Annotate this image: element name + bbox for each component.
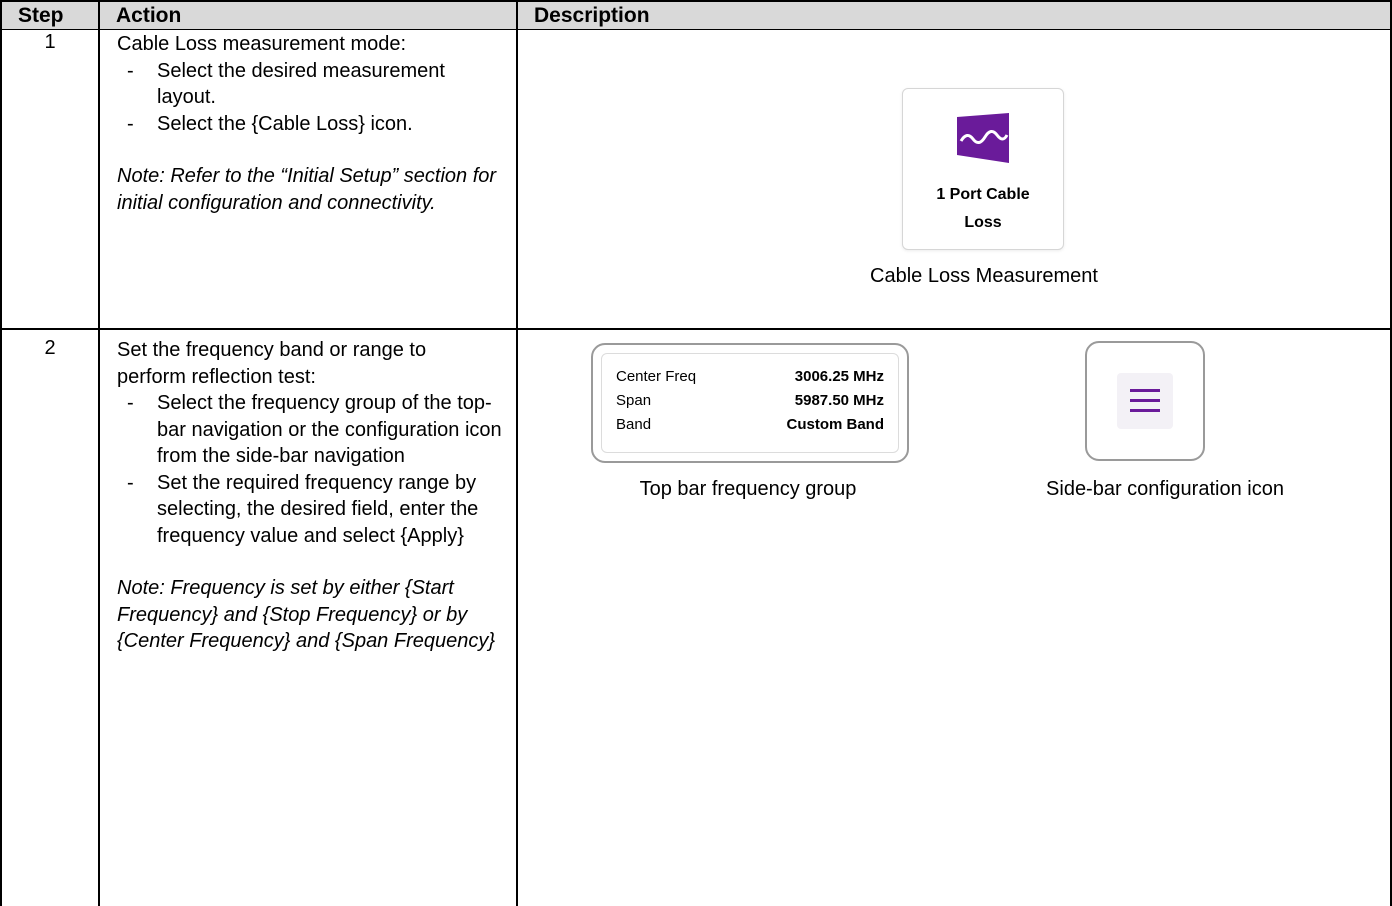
header-row — [0, 0, 1392, 30]
frequency-group-inner — [601, 353, 899, 453]
border-left — [0, 0, 2, 906]
frequency-group-caption: Top bar frequency group — [639, 478, 857, 500]
row-separator — [0, 328, 1392, 330]
action-note: Note: Frequency is set by either {Start Frequency} and {Stop Frequency} or by {Center Frequency} and {Span Frequency} — [117, 577, 496, 652]
cable-loss-caption: Cable Loss Measurement — [870, 265, 1098, 287]
tile-label-line1: 1 Port Cable — [936, 186, 1030, 203]
bullet-text: Select the desired measurement layout. — [157, 59, 445, 108]
border-col1 — [98, 0, 100, 906]
border-col2 — [516, 0, 518, 906]
bullet-dash: - — [127, 112, 134, 135]
header-step: Step — [18, 4, 64, 27]
header-action: Action — [116, 4, 182, 27]
bullet-dash: - — [127, 59, 134, 82]
freq-value: 5987.50 MHz — [794, 392, 884, 409]
bullet-text: Select the {Cable Loss} icon. — [157, 112, 413, 135]
action-bullet — [117, 58, 509, 111]
bullet-dash: - — [127, 392, 134, 414]
tile-label-line2: Loss — [964, 214, 1002, 231]
freq-label: Span — [616, 392, 652, 409]
step-number: 2 — [44, 337, 56, 359]
bullet-text: Set the required frequency range by selecting, the desired field, enter the frequency value and select {Apply} — [157, 471, 479, 547]
bullet-dash: - — [127, 471, 134, 494]
freq-row-band[interactable] — [602, 416, 898, 436]
action-intro: Cable Loss measurement mode: — [117, 33, 407, 55]
cable-loss-waveform-icon — [955, 113, 1011, 163]
frequency-group-panel[interactable] — [591, 343, 909, 463]
step-number: 1 — [44, 31, 56, 53]
header-description: Description — [534, 4, 650, 27]
freq-value: Custom Band — [786, 416, 884, 433]
sidebar-config-button[interactable] — [1085, 341, 1205, 461]
freq-label: Center Freq — [616, 368, 697, 385]
action-bullet — [117, 390, 509, 470]
freq-value: 3006.25 MHz — [794, 368, 884, 385]
bullet-text: Select the frequency group of the top-bar navigation or the configuration icon from the side-bar navigation — [157, 392, 502, 467]
action-note: Note: Refer to the “Initial Setup” section for initial configuration and connectivity. — [117, 165, 497, 214]
cable-loss-tile[interactable] — [902, 88, 1064, 250]
action-bullet — [117, 111, 509, 138]
sidebar-config-caption: Side-bar configuration icon — [1046, 478, 1284, 500]
freq-label: Band — [616, 416, 652, 433]
action-cell-2 — [117, 337, 509, 655]
freq-row-center[interactable] — [602, 368, 898, 388]
freq-row-span[interactable] — [602, 392, 898, 412]
hamburger-menu-icon — [1130, 389, 1160, 413]
action-bullet — [117, 470, 509, 550]
action-cell-1 — [117, 31, 509, 216]
action-intro: Set the frequency band or range to perform reflection test: — [117, 339, 427, 388]
hamburger-bg — [1117, 373, 1173, 429]
